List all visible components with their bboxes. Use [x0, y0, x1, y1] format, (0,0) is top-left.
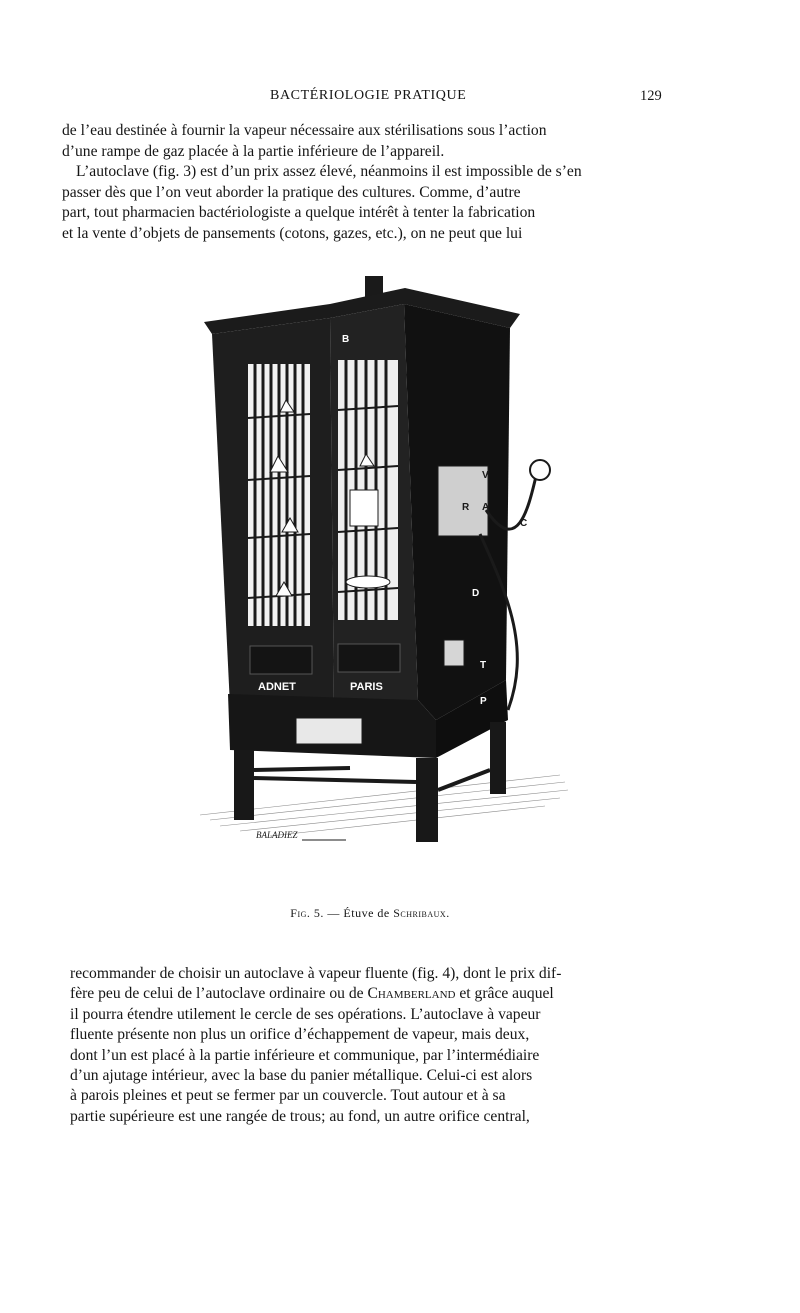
text-line: part, tout pharmacien bactériologiste a quelque intérêt à tenter la fabrication: [62, 204, 536, 222]
etuve-engraving: [190, 270, 590, 855]
text-line: recommander de choisir un autoclave à vapeur fluente (fig. 4), dont le prix dif-: [70, 965, 562, 982]
running-head: BACTÉRIOLOGIE PRATIQUE: [270, 88, 467, 103]
label-b: B: [342, 334, 350, 345]
text-line: et la vente d’objets de pansements (cotons, gazes, etc.), on ne peut que lui: [62, 224, 523, 242]
caption-title: Étuve de: [343, 906, 390, 920]
gas-tap: [530, 460, 550, 480]
text-line: d’une rampe de gaz placée à la partie inférieure de l’appareil.: [62, 142, 445, 160]
plate-left-text: ADNET: [258, 681, 296, 693]
text-fragment: et grâce auquel: [459, 985, 554, 1003]
leg-front-left: [234, 750, 254, 820]
text-line: partie supérieure est une rangée de trous; au fond, un autre orifice central,: [70, 1107, 530, 1125]
paragraph-bottom: [70, 964, 668, 1127]
label-c: C: [520, 518, 528, 529]
text-line-with-name: [70, 984, 668, 1004]
text-line: d’un ajutage intérieur, avec la base du panier métallique. Celui-ci est alors: [70, 1067, 533, 1085]
right-door-glass: [338, 360, 398, 620]
text-line: L’autoclave (fig. 3) est d’un prix assez élevé, néanmoins il est impossible de s’en: [76, 163, 582, 181]
text-line: il pourra étendre utilement le cercle de ses opérations. L’autoclave à vapeur: [70, 1005, 541, 1023]
caption-fig-number: Fig. 5. —: [290, 906, 340, 920]
page-header: [0, 88, 800, 110]
plate-right-text: PARIS: [350, 681, 383, 693]
text-line: fluente présente non plus un orifice d’échappement de vapeur, mais deux,: [70, 1026, 530, 1044]
floor-shadow: [200, 775, 568, 836]
text-line: dont l’un est placé à la partie inférieure et communique, par l’intermédiaire: [70, 1046, 540, 1064]
plate-right: [338, 644, 400, 672]
page-number: 129: [640, 88, 662, 104]
figure-caption: [0, 906, 740, 921]
leg-front-right: [416, 758, 438, 842]
left-door-glass: [248, 364, 310, 626]
plate-left: [250, 646, 312, 674]
leg-back-right: [490, 722, 506, 794]
text-line: de l’eau destinée à fournir la vapeur nécessaire aux stérilisations sous l’action: [62, 122, 547, 139]
text-fragment: fère peu de celui de l’autoclave ordinaire ou de: [70, 985, 364, 1003]
engraver-signature: BALADIEZ: [256, 830, 298, 840]
label-t: T: [480, 660, 487, 671]
label-d: D: [472, 588, 480, 599]
label-p: P: [480, 696, 487, 707]
label-a: A: [482, 502, 490, 513]
regulator-box: [438, 466, 488, 536]
gauge: [444, 640, 464, 666]
label-v: V: [482, 470, 489, 481]
text-line: à parois pleines et peut se fermer par un couvercle. Tout autour et à sa: [70, 1087, 506, 1105]
caption-name: Schribaux.: [393, 906, 450, 920]
drawer: [296, 718, 362, 744]
label-r: R: [462, 502, 470, 513]
person-name: Chamberland: [367, 985, 456, 1003]
paragraph-top: [62, 121, 662, 245]
figure-etuve-illustration: [190, 270, 590, 855]
text-line: passer dès que l’on veut aborder la pratique des cultures. Comme, d’autre: [62, 183, 521, 201]
